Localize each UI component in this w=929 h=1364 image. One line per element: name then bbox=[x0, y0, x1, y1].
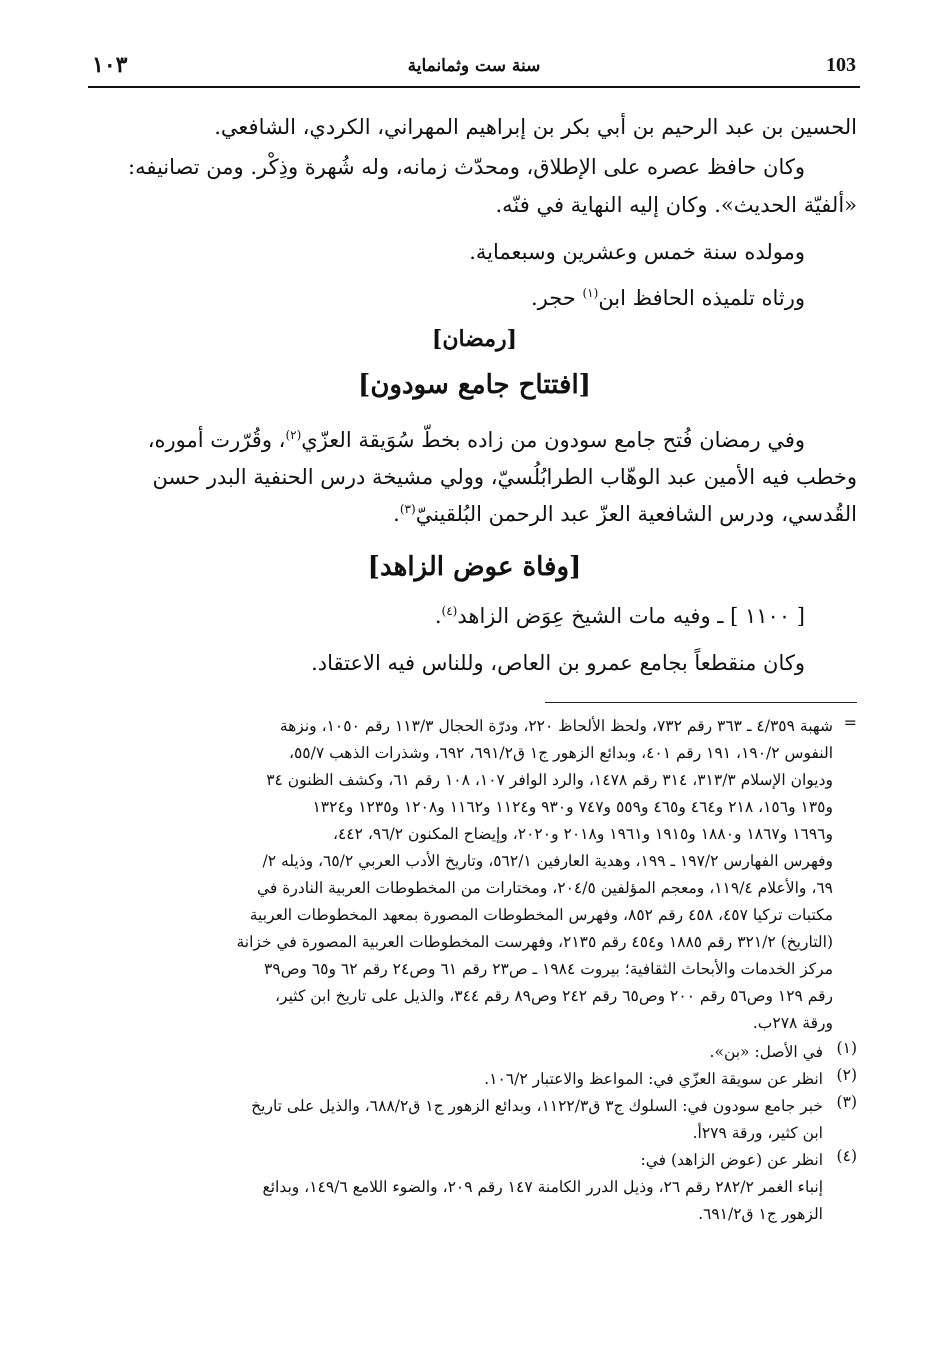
footnote-line: انظر عن سويقة العزّي في: المواعظ والاعتبار ١٠٦/٢. bbox=[484, 1070, 823, 1088]
paragraph-line: الحسين بن عبد الرحيم بن أبي بكر بن إبراهيم المهراني، الكردي، الشافعي. bbox=[214, 115, 857, 139]
paragraph-line: وكان منقطعاً بجامع عمرو بن العاص، وللناس فيه الاعتقاد. bbox=[311, 651, 805, 675]
footnote-number: (٢) bbox=[836, 1066, 857, 1084]
text-run: ، وقُرّرت أموره، bbox=[147, 428, 286, 452]
footnote-line: وفهرس الفهارس ١٩٧/٢ ـ ١٩٩، وهدية العارفين ٥٦٢/١، وتاريخ الأدب العربي ٦٥/٢، وذيله ٢/ bbox=[262, 852, 833, 870]
text-run: القُدسي، ودرس الشافعية العزّ عبد الرحمن البُلقينيّ bbox=[415, 502, 857, 526]
footnote-number: (١) bbox=[836, 1039, 857, 1057]
section-heading: [افتتاح جامع سودون] bbox=[358, 370, 591, 400]
running-title: سنة ست وثمانماية bbox=[407, 56, 541, 76]
paragraph-line: «ألفيّة الحديث». وكان إليه النهاية في فنّه. bbox=[495, 193, 857, 217]
footnote-line: انظر عن (عوض الزاهد) في: bbox=[640, 1151, 823, 1169]
paragraph-line bbox=[92, 499, 857, 529]
text-run: وفي رمضان فُتح جامع سودون من زاده بخطّ سُوَيقة العزّي bbox=[301, 428, 805, 452]
footnote-line: رقم ١٢٩ وص٥٦ رقم ٢٠٠ وص٦٥ رقم ٢٤٢ وص٨٩ رقم ٣٤٤، والذيل على تاريخ ابن كثير، bbox=[275, 987, 833, 1005]
footnote-ref[interactable]: (٤) bbox=[441, 604, 458, 618]
footnote-line: ابن كثير، ورقة ٢٧٩أ. bbox=[692, 1124, 823, 1142]
paragraph-line bbox=[92, 425, 857, 455]
footnote-rule bbox=[545, 702, 857, 703]
text-run: حجر. bbox=[531, 286, 583, 310]
text-run: [ ١١٠٠ ] ـ وفيه مات الشيخ عِوَض الزاهد bbox=[457, 604, 805, 628]
header-rule bbox=[88, 86, 860, 88]
footnote-line: خبر جامع سودون في: السلوك ج٣ ق١١٢٢/٣، وبدائع الزهور ج١ ق٦٨٨/٢، والذيل على تاريخ bbox=[251, 1097, 823, 1115]
page-header bbox=[88, 52, 860, 86]
section-heading: [وفاة عوض الزاهد] bbox=[367, 552, 582, 582]
footnote-line: (التاريخ) ٣٢١/٢ رقم ١٨٨٥ و٤٥٤ رقم ٢١٣٥، وفهرست المخطوطات العربية المصورة في خزانة bbox=[236, 933, 833, 951]
paragraph-line: ومولده سنة خمس وعشرين وسبعماية. bbox=[469, 240, 805, 264]
footnote-number: (٤) bbox=[836, 1147, 857, 1165]
footnote-line: النفوس ١٩٠/٢، ١٩١ رقم ٤٠١، وبدائع الزهور ج١ ق٦٩١/٢، ٦٩٢، وشذرات الذهب ٥٥/٧، bbox=[288, 744, 833, 762]
footnote-line: ٦٩، والأعلام ١١٩/٤، ومعجم المؤلفين ٢٠٤/٥، ومختارات من المخطوطات العربية النادرة في bbox=[257, 879, 833, 897]
footnote-number: (٣) bbox=[836, 1093, 857, 1111]
text-run: ورثاه تلميذه الحافظ ابن bbox=[598, 286, 805, 310]
footnote-line: الزهور ج١ ق٦٩١/٢. bbox=[698, 1205, 823, 1223]
footnote-line: و١٦٩٦ و١٨٦٧ و١٨٨٠ و١٩١٥ و١٩٦١ و٢٠١٨ و٢٠٢٠، وإيضاح المكنون ٩٦/٢، ٤٤٢، bbox=[332, 825, 833, 843]
continuation-mark: = bbox=[843, 713, 857, 732]
paragraph-line bbox=[92, 601, 857, 631]
footnote-ref[interactable]: (٢) bbox=[285, 428, 302, 442]
footnote-line: شهبة ٤/٣٥٩ ـ ٣٦٣ رقم ٧٣٢، ولحظ الألحاظ ٢٢٠، ودرّة الحجال ١١٣/٣ رقم ١٠٥٠، ونزهة bbox=[279, 717, 833, 735]
footnote-ref[interactable]: (٣) bbox=[399, 502, 416, 516]
text-run: . bbox=[393, 502, 400, 526]
paragraph-line bbox=[92, 283, 857, 313]
footnote-line: وديوان الإسلام ٣١٣/٣، ٣١٤ رقم ١٤٧٨، والرد الوافر ١٠٧، ١٠٨ رقم ٦١، وكشف الظنون ٣٤ bbox=[266, 771, 833, 789]
footnote-line: و١٣٥ و١٥٦، ٢١٨ و٤٦٤ و٤٦٥ و٥٥٩ و٧٤٧ و٩٣٠ و١١٢٤ و١١٦٢ و١٢٠٨ و١٢٣٥ و١٣٢٤ bbox=[312, 798, 833, 816]
footnote-line: إنباء الغمر ٢٨٢/٢ رقم ٢٦، وذيل الدرر الكامنة ١٤٧ رقم ٢٠٩، والضوء اللامع ١٤٩/٦، وبدائع bbox=[262, 1178, 823, 1196]
paragraph-line: وخطب فيه الأمين عبد الوهّاب الطرابُلُسيّ، وولي مشيخة درس الحنفية البدر حسن bbox=[152, 465, 857, 489]
footnote-line: مكتبات تركيا ٤٥٧، ٤٥٨ رقم ٨٥٢، وفهرس المخطوطات المصورة بمعهد المخطوطات العربية bbox=[249, 906, 833, 924]
footnote-ref[interactable]: (١) bbox=[582, 286, 599, 300]
footnote-line: في الأصل: «بن». bbox=[709, 1043, 823, 1061]
paragraph-line: وكان حافظ عصره على الإطلاق، ومحدّث زمانه، وله شُهرة وذِكْر. ومن تصانيفه: bbox=[128, 155, 805, 179]
page-number-arabic: ١٠٣ bbox=[92, 52, 128, 78]
section-heading: [رمضان] bbox=[431, 326, 518, 352]
page-number-latin: 103 bbox=[826, 54, 856, 76]
text-run: . bbox=[434, 604, 442, 628]
footnote-line: مركز الخدمات والأبحاث الثقافية؛ بيروت ١٩٨٤ ـ ص٢٣ رقم ٦١ وص٢٤ رقم ٦٢ و٦٥ وص٣٩ bbox=[264, 960, 833, 978]
footnote-line: ورقة ٢٧٨ب. bbox=[752, 1014, 833, 1032]
